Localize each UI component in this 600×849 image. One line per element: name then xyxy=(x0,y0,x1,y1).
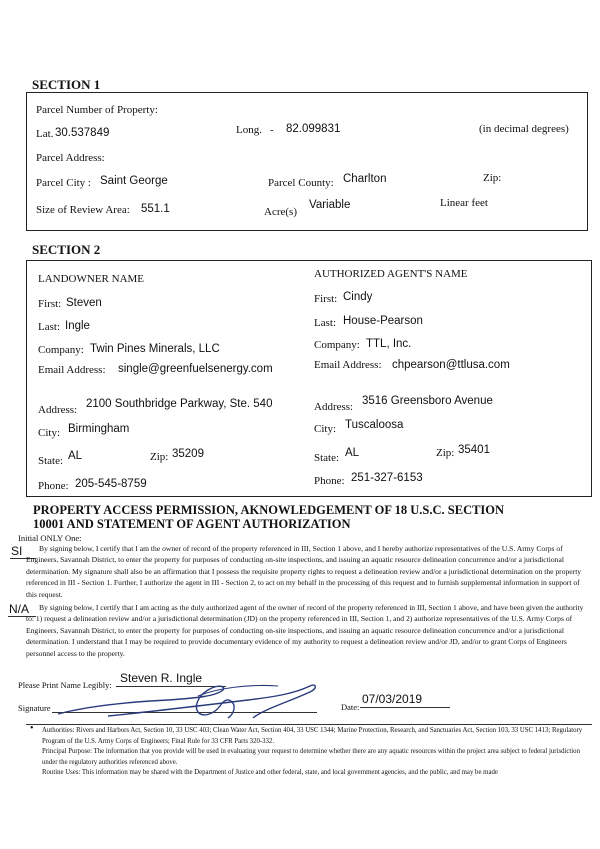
landowner-zip-label: Zip: xyxy=(150,451,169,463)
parcel-number-label: Parcel Number of Property: xyxy=(36,104,158,116)
agent-address-label: Address: xyxy=(314,401,354,413)
landowner-phone-label: Phone: xyxy=(38,480,69,492)
agent-phone-value: 251-327-6153 xyxy=(351,472,423,484)
size-label: Size of Review Area: xyxy=(36,204,130,216)
footnote-rule xyxy=(26,724,592,725)
owner-statement: By signing below, I certify that I am the owner of record of the property referenced in III, Section 1 above, and I hereby authorize representatives of the U.S. Army Corps of Engineers, Savannah District, to enter the property for purposes of conducting on-site inspections, and issuing an aquatic resource delineation concurrence and/or a jurisdictional determination. My signature shall also be an affirmation that I possess the requisite property rights to request a delineation review and/or a jurisdictional determination on the property referenced in III - Section 1. Further, I authorize the agent in III - Section 2, to act on my behalf in the processing of this request and to furnish supplemental information in support of this request. xyxy=(26,544,582,599)
lat-label: Lat. xyxy=(36,128,54,140)
section2-heading: SECTION 2 xyxy=(32,242,101,257)
agent-company-label: Company: xyxy=(314,339,360,351)
landowner-address-value: 2100 Southbridge Parkway, Ste. 540 xyxy=(86,398,273,410)
footnote-routine-uses: Routine Uses: This information may be shared with the Department of Justice and other federal, state, and local government agencies, and the public, and may be made xyxy=(42,769,498,776)
long-sign: - xyxy=(270,124,274,136)
lat-value: 30.537849 xyxy=(55,127,110,139)
footnote-purpose: Principal Purpose: The information that you provide will be used in evaluating your request to determine whether there are any aquatic resources within the project area subject to federal jurisdiction under the regulatory authorities referenced above. xyxy=(42,748,580,766)
agent-statement: By signing below, I certify that I am acting as the duly authorized agent of the owner of record of the property referenced in III, Section 1 above, and have been given the authority to: 1) request a delineation review and/or a jurisdictional determination (JD) on the property referenced in III, Section 1, and 2) authorize representatives of the U.S. Army Corps of Engineers, Savannah District, to enter the property for purposes of conducting on-site inspections, and issuing an aquatic resource delineation concurrence and/or a jurisdictional determination. I understand that I may be required to provide documentary evidence of my authority to request a delineation review and/or JD, and/or to grant Corps of Engineers personnel access to the property. xyxy=(26,603,584,658)
parcel-address-label: Parcel Address: xyxy=(36,152,105,164)
landowner-phone-value: 205-545-8759 xyxy=(75,478,147,490)
acres-label: Acre(s) xyxy=(264,206,297,218)
agent-last-label: Last: xyxy=(314,317,336,329)
zip-label: Zip: xyxy=(483,172,502,184)
landowner-email-label: Email Address: xyxy=(38,364,106,376)
agent-title: AUTHORIZED AGENT'S NAME xyxy=(314,268,468,280)
agent-zip-value: 35401 xyxy=(458,444,490,456)
parcel-county-label: Parcel County: xyxy=(268,177,334,189)
section1-heading: SECTION 1 xyxy=(32,77,101,92)
landowner-state-value: AL xyxy=(68,450,83,462)
agent-initials: N/A xyxy=(9,602,30,616)
landowner-address-label: Address: xyxy=(38,404,78,416)
linear-feet-label: Linear feet xyxy=(440,197,488,209)
agent-city-value: Tuscaloosa xyxy=(345,419,404,431)
agent-first-label: First: xyxy=(314,293,338,305)
footnote-bullet: • xyxy=(30,723,34,734)
landowner-company-label: Company: xyxy=(38,344,84,356)
permission-heading xyxy=(33,503,504,531)
long-value: 82.099831 xyxy=(286,123,341,135)
agent-city-label: City: xyxy=(314,423,337,435)
agent-address-value: 3516 Greensboro Avenue xyxy=(362,395,493,407)
decimal-note: (in decimal degrees) xyxy=(479,123,569,135)
landowner-last-label: Last: xyxy=(38,321,60,333)
handwritten-signature xyxy=(48,676,338,726)
long-label: Long. xyxy=(236,124,262,136)
parcel-city-value: Saint George xyxy=(100,175,168,187)
date-label: Date: xyxy=(341,702,360,712)
date-line xyxy=(360,707,450,708)
landowner-state-label: State: xyxy=(38,455,64,467)
agent-email-label: Email Address: xyxy=(314,359,382,371)
owner-initials: SI xyxy=(11,544,23,558)
parcel-county-value: Charlton xyxy=(343,173,387,185)
permission-heading-line1: PROPERTY ACCESS PERMISSION, AKNOWLEDGEMENT OF 18 U.S.C. SECTION xyxy=(33,503,505,517)
landowner-city-label: City: xyxy=(38,427,61,439)
landowner-zip-value: 35209 xyxy=(172,448,204,460)
landowner-city-value: Birmingham xyxy=(68,423,130,435)
landowner-title: LANDOWNER NAME xyxy=(38,273,145,285)
parcel-city-label: Parcel City : xyxy=(36,177,91,189)
landowner-first-value: Steven xyxy=(66,297,102,309)
signature-label: Signature xyxy=(18,703,51,713)
agent-email-value: chpearson@ttlusa.com xyxy=(392,359,510,371)
agent-phone-label: Phone: xyxy=(314,475,345,487)
landowner-last-value: Ingle xyxy=(65,320,90,332)
size-value: 551.1 xyxy=(141,203,170,215)
footnote-authorities: Authorities: Rivers and Harbors Act, Section 10, 33 USC 403; Clean Water Act, Section 404, 33 USC 1344; Marine Protection, Research, and Sanctuaries Act, Section 103, 33 USC 1413; Regulatory Program of the U.S. Army Corps of Engineers; Final Rule for 33 CFR Parts 320-332. xyxy=(42,727,583,745)
agent-state-label: State: xyxy=(314,452,340,464)
permission-heading-line2: 10001 AND STATEMENT OF AGENT AUTHORIZATION xyxy=(33,517,351,531)
initial-only-note: Initial ONLY One: xyxy=(18,533,82,543)
print-name-label: Please Print Name Legibly: xyxy=(18,680,112,690)
agent-state-value: AL xyxy=(345,447,360,459)
date-value: 07/03/2019 xyxy=(362,692,423,706)
landowner-email-value: single@greenfuelsenergy.com xyxy=(118,363,273,375)
agent-zip-label: Zip: xyxy=(436,447,455,459)
landowner-first-label: First: xyxy=(38,298,62,310)
agent-first-value: Cindy xyxy=(343,291,373,303)
agent-last-value: House-Pearson xyxy=(343,315,423,327)
landowner-company-value: Twin Pines Minerals, LLC xyxy=(90,343,220,355)
section2-box xyxy=(26,260,592,497)
agent-company-value: TTL, Inc. xyxy=(366,338,412,350)
variable-value: Variable xyxy=(309,199,351,211)
print-name-value: Steven R. Ingle xyxy=(120,671,203,685)
